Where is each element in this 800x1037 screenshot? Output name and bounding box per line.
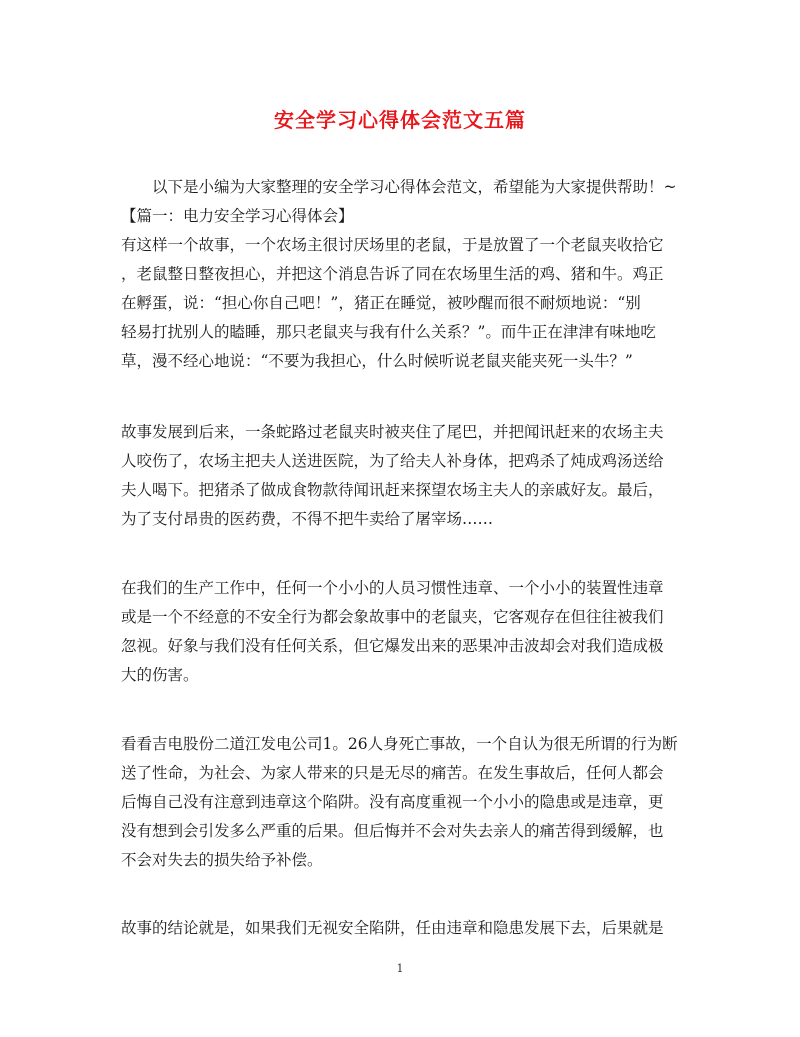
- paragraph-line: 没有想到会引发多么严重的后果。但后悔并不会对失去亲人的痛苦得到缓解，也: [121, 822, 664, 840]
- paragraph-line: 大的伤害。: [121, 666, 199, 684]
- paragraph-line: 或是一个不经意的不安全行为都会象故事中的老鼠夹，它客观存在但往往被我们: [121, 608, 664, 626]
- document-title: 安全学习心得体会范文五篇: [274, 108, 526, 132]
- paragraph-line: 轻易打扰别人的瞌睡，那只老鼠夹与我有什么关系？”。而牛正在津津有味地吃: [121, 323, 656, 341]
- intro-block: [121, 173, 681, 231]
- paragraph-line: 人咬伤了，农场主把夫人送进医院，为了给夫人补身体，把鸡杀了炖成鸡汤送给: [121, 452, 664, 470]
- paragraph-4: [121, 730, 681, 875]
- section-heading: 【篇一：电力安全学习心得体会】: [121, 207, 354, 225]
- paragraph-3: [121, 574, 681, 690]
- paragraph-line: 夫人喝下。把猪杀了做成食物款待闻讯赶来探望农场主夫人的亲戚好友。最后，: [121, 481, 664, 499]
- paragraph-line: ，老鼠整日整夜担心，并把这个消息告诉了同在农场里生活的鸡、猪和牛。鸡正: [121, 265, 664, 283]
- paragraph-line: 不会对失去的损失给予补偿。: [121, 851, 323, 869]
- paragraph-line: 后悔自己没有注意到违章这个陷阱。没有高度重视一个小小的隐患或是违章，更: [121, 793, 664, 811]
- paragraph-line: 在我们的生产工作中，任何一个小小的人员习惯性违章、一个小小的装置性违章: [121, 579, 664, 597]
- paragraph-line: 送了性命，为社会、为家人带来的只是无尽的痛苦。在发生事故后，任何人都会: [121, 764, 664, 782]
- paragraph-line: 故事的结论就是，如果我们无视安全陷阱，任由违章和隐患发展下去，后果就是: [121, 919, 664, 937]
- paragraph-line: 忽视。好象与我们没有任何关系，但它爆发出来的恶果冲击波却会对我们造成极: [121, 637, 664, 655]
- intro-line: 以下是小编为大家整理的安全学习心得体会范文，希望能为大家提供帮助！~: [152, 178, 677, 196]
- paragraph-line: 有这样一个故事，一个农场主很讨厌场里的老鼠，于是放置了一个老鼠夹收拾它: [121, 236, 664, 254]
- paragraph-line: 故事发展到后来，一条蛇路过老鼠夹时被夹住了尾巴，并把闻讯赶来的农场主夫: [121, 423, 664, 441]
- paragraph-line: 草，漫不经心地说：“不要为我担心，什么时候听说老鼠夹能夹死一头牛？”: [121, 352, 633, 370]
- page-number: 1: [396, 962, 404, 975]
- paragraph-5: [121, 914, 681, 943]
- paragraph-1: [121, 231, 681, 376]
- paragraph-line: 为了支付昂贵的医药费，不得不把牛卖给了屠宰场……: [121, 510, 494, 528]
- paragraph-line: 在孵蛋，说：“担心你自己吧！”，猪正在睡觉，被吵醒而很不耐烦地说：“别: [121, 294, 641, 312]
- paragraph-line: 看看吉电股份二道江发电公司1。26人身死亡事故，一个自认为很无所谓的行为断: [121, 735, 678, 753]
- paragraph-2: [121, 418, 681, 534]
